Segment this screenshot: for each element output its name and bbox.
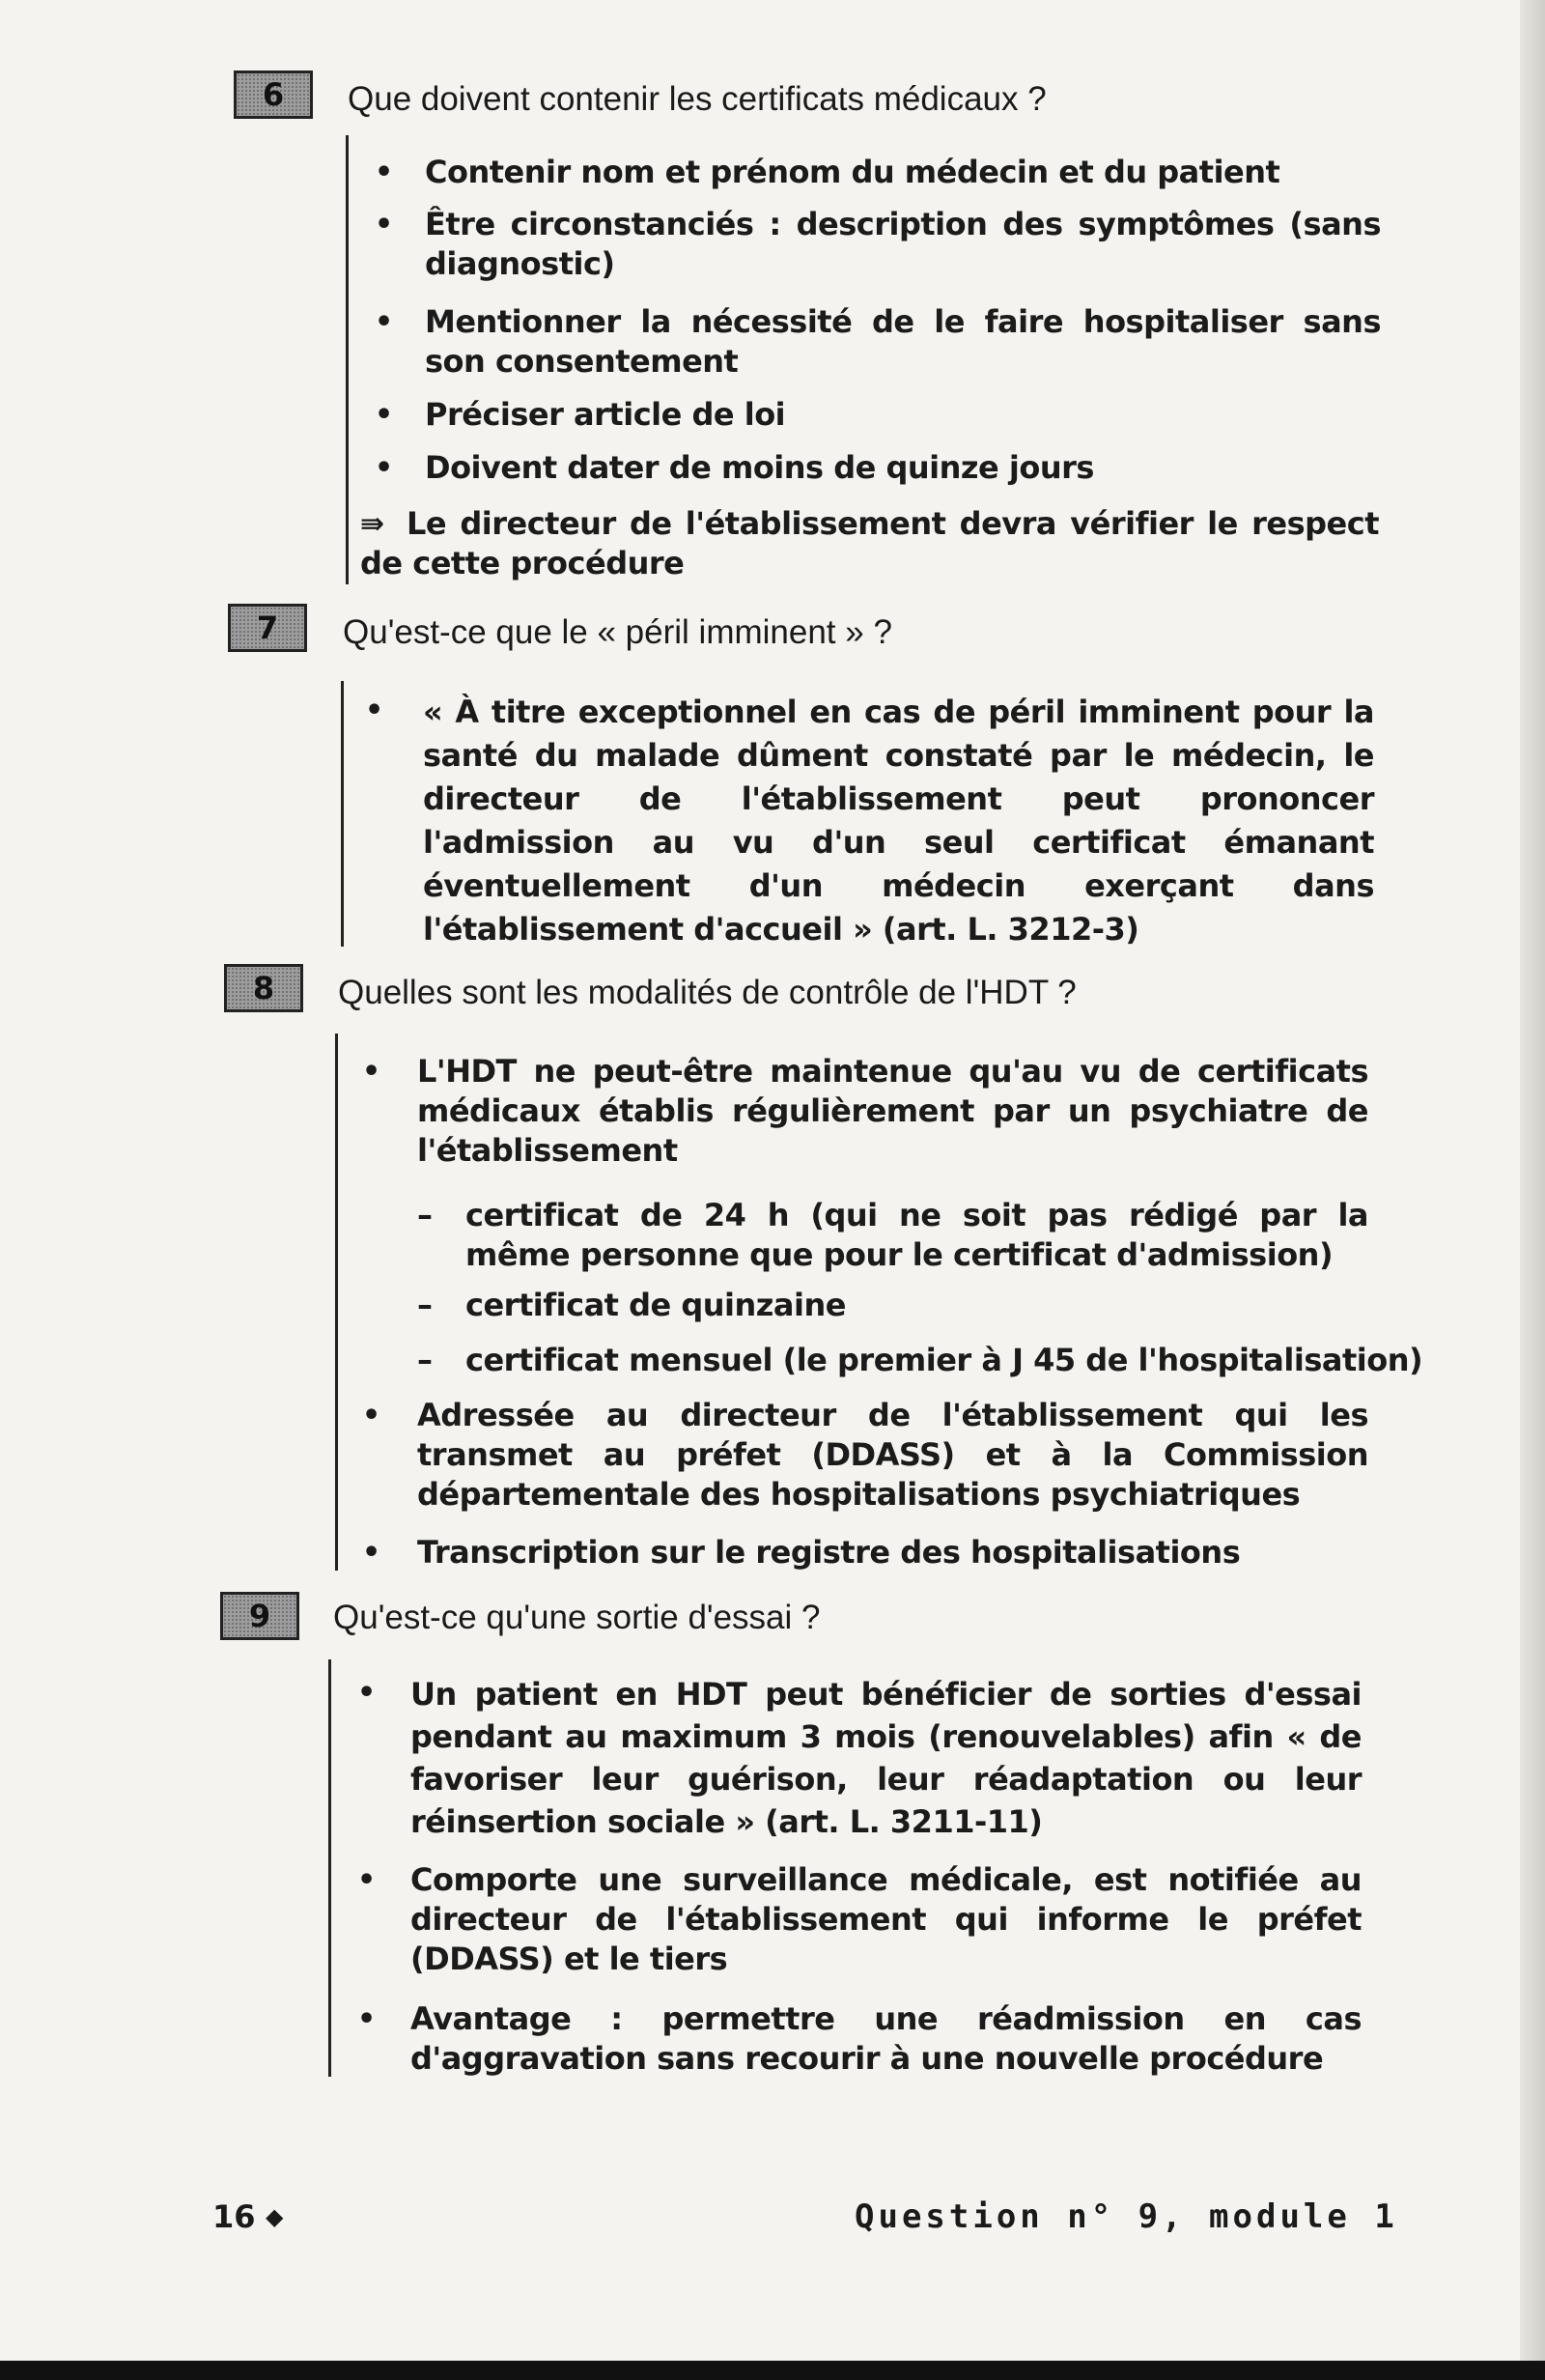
- footer-question-label: Question n° 9, module 1: [855, 2197, 1398, 2236]
- question-number-badge: 6: [234, 71, 313, 119]
- question-title: Que doivent contenir les certificats médicaux ?: [348, 80, 1047, 118]
- sub-item: certificat de quinzaine: [465, 1287, 846, 1323]
- diamond-icon: ◆: [266, 2203, 284, 2230]
- answer-item: Transcription sur le registre des hospitalisations: [417, 1534, 1241, 1571]
- conclusion-note: Le directeur de l'établissement devra vérifier le respect de cette procédure: [360, 505, 1379, 581]
- dash: –: [417, 1342, 433, 1378]
- answer-item: Comporte une surveillance médicale, est notifiée au directeur de l'établissement qui informe le préfet (DDASS) et le tiers: [410, 1861, 1362, 1977]
- bullet: •: [365, 694, 384, 727]
- bullet: •: [362, 1399, 381, 1432]
- bullet: •: [357, 2002, 377, 2036]
- answer-item: Contenir nom et prénom du médecin et du patient: [425, 154, 1280, 190]
- answer-item: Préciser article de loi: [425, 396, 786, 433]
- page-right-edge-shadow: [1520, 0, 1545, 2380]
- question-title: Qu'est-ce que le « péril imminent » ?: [343, 613, 892, 651]
- section-rule: [346, 135, 349, 584]
- section-rule: [335, 1034, 338, 1571]
- bullet: •: [362, 1055, 381, 1089]
- answer-item: Adressée au directeur de l'établissement qui les transmet au préfet (DDASS) et à la Commission départementale des hospitalisations psychiatriques: [417, 1397, 1368, 1513]
- section-rule: [328, 1659, 331, 2077]
- answer-item: Un patient en HDT peut bénéficier de sorties d'essai pendant au maximum 3 mois (renouvelables) afin « de favoriser leur guérison, leur réadaptation ou leur réinsertion sociale » (art. L. 3211-11): [410, 1676, 1362, 1840]
- dash: –: [417, 1287, 433, 1323]
- section-rule: [341, 681, 344, 947]
- bullet: •: [375, 451, 394, 485]
- question-title: Quelles sont les modalités de contrôle de l'HDT ?: [338, 974, 1077, 1011]
- answer-item: Mentionner la nécessité de le faire hospitaliser sans son consentement: [425, 303, 1381, 380]
- answer-item: « À titre exceptionnel en cas de péril imminent pour la santé du malade dûment constaté par le médecin, le directeur de l'établissement peut prononcer l'admission au vu d'un seul certificat émanant éventuellement d'un médecin exerçant dans l'établissement d'accueil » (art. L. 3212-3): [423, 694, 1374, 948]
- sub-item: certificat mensuel (le premier à J 45 de l'hospitalisation): [465, 1342, 1423, 1378]
- bullet: •: [375, 208, 394, 241]
- bullet: •: [375, 398, 394, 432]
- bullet: •: [362, 1536, 381, 1570]
- bullet: •: [375, 156, 394, 189]
- page-number: 16: [212, 2198, 256, 2235]
- bullet: •: [357, 1676, 377, 1710]
- dash: –: [417, 1197, 433, 1233]
- question-number-badge: 8: [224, 964, 303, 1012]
- answer-item: Être circonstanciés : description des symptômes (sans diagnostic): [425, 206, 1381, 282]
- double-arrow-icon: ⇛: [360, 507, 385, 541]
- answer-item: L'HDT ne peut-être maintenue qu'au vu de certificats médicaux établis régulièrement par un psychiatre de l'établissement: [417, 1053, 1368, 1169]
- question-number-badge: 9: [220, 1592, 299, 1640]
- question-title: Qu'est-ce qu'une sortie d'essai ?: [333, 1599, 821, 1636]
- answer-item: Avantage : permettre une réadmission en cas d'aggravation sans recourir à une nouvelle procédure: [410, 2000, 1362, 2077]
- bullet: •: [357, 1863, 377, 1897]
- page-bottom-edge: [0, 2361, 1545, 2380]
- answer-item: Doivent dater de moins de quinze jours: [425, 449, 1094, 486]
- sub-item: certificat de 24 h (qui ne soit pas rédigé par la même personne que pour le certificat d'admission): [465, 1197, 1368, 1273]
- bullet: •: [375, 305, 394, 339]
- question-number-badge: 7: [228, 604, 307, 652]
